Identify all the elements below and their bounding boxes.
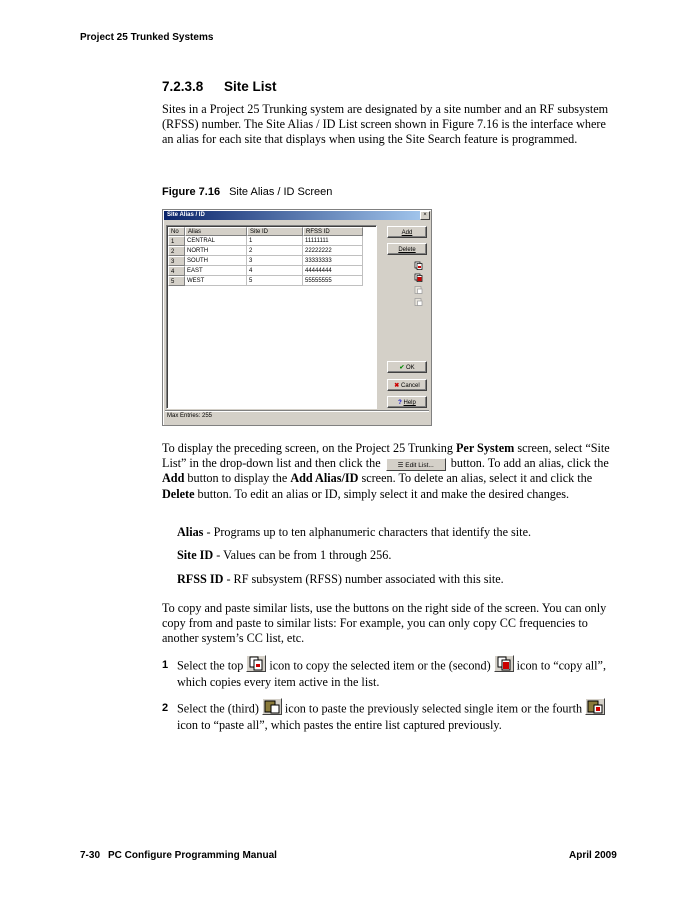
list-row[interactable]	[168, 256, 363, 266]
add-button-label: Add	[401, 230, 413, 236]
text-run: icon to “copy all”, which copies every item active in the list.	[177, 658, 607, 689]
figure-title: Site Alias / ID Screen	[229, 186, 333, 198]
paste-all-icon	[585, 698, 605, 715]
delete-button[interactable]	[387, 243, 427, 255]
site-alias-dialog	[162, 209, 432, 426]
term: Alias	[177, 525, 204, 539]
help-button[interactable]	[387, 396, 427, 408]
row-no: 1	[168, 236, 185, 246]
row-rfss-id: 44444444	[303, 266, 363, 276]
row-alias: CENTRAL	[185, 236, 247, 246]
row-site-id: 1	[247, 236, 303, 246]
text-run: icon to paste the previously selected single item or the fourth	[284, 701, 583, 716]
list-row[interactable]	[168, 236, 363, 246]
row-alias: EAST	[185, 266, 247, 276]
text-run: icon to copy the selected item or the (second)	[269, 658, 491, 673]
max-entries-label: Max Entries: 255	[167, 413, 213, 419]
definition-rfss-id	[177, 572, 504, 587]
copy-all-icon	[494, 655, 514, 672]
ok-button-label: OK	[406, 365, 415, 371]
step-text	[177, 701, 622, 733]
row-no: 5	[168, 276, 185, 286]
dialog-title: Site Alias / ID	[167, 212, 205, 218]
section-title: Site List	[224, 79, 277, 94]
list-row[interactable]	[168, 266, 363, 276]
instructions-paragraph	[162, 441, 617, 502]
row-rfss-id: 11111111	[303, 236, 363, 246]
text-run: Select the (third)	[177, 701, 259, 716]
text-run: screen. To delete an alias, select it and click the	[358, 471, 593, 486]
step-text	[177, 658, 622, 690]
term: RFSS ID	[177, 572, 224, 586]
copy-icon[interactable]	[414, 261, 423, 270]
row-rfss-id: 55555555	[303, 276, 363, 286]
ok-button[interactable]	[387, 361, 427, 373]
column-header-rfss-id[interactable]: RFSS ID	[303, 227, 363, 236]
text-run-bold: Delete	[162, 486, 195, 501]
page-number: 7-30	[80, 850, 101, 861]
help-button-label: Help	[403, 400, 416, 406]
row-rfss-id: 33333333	[303, 256, 363, 266]
row-no: 2	[168, 246, 185, 256]
row-alias: SOUTH	[185, 256, 247, 266]
list-header	[168, 227, 363, 236]
copy-paste-paragraph: To copy and paste similar lists, use the buttons on the right side of the screen. You can only copy from and paste to similar lists: For example, you can only copy CC frequencies to another system’s CC list, etc.	[162, 601, 607, 646]
row-site-id: 5	[247, 276, 303, 286]
figure-label: Figure 7.16	[162, 186, 221, 198]
list-row[interactable]	[168, 246, 363, 256]
dialog-titlebar	[164, 211, 430, 220]
section-number: 7.2.3.8	[162, 79, 204, 94]
manual-title: PC Configure Programming Manual	[108, 850, 277, 861]
cancel-button[interactable]	[387, 379, 427, 391]
row-site-id: 2	[247, 246, 303, 256]
status-divider	[165, 410, 429, 412]
row-alias: NORTH	[185, 246, 247, 256]
copy-all-icon[interactable]	[414, 273, 423, 282]
term: Site ID	[177, 548, 214, 562]
section-heading	[162, 79, 277, 94]
delete-button-label: Delete	[398, 247, 416, 253]
definition-site-id	[177, 548, 391, 563]
list-row[interactable]	[168, 276, 363, 286]
row-no: 3	[168, 256, 185, 266]
text-run: icon to “paste all”, which pastes the entire list captured previously.	[177, 718, 502, 732]
column-header-alias[interactable]: Alias	[185, 227, 247, 236]
text-run: button to display the	[184, 471, 291, 486]
text-run: Select the top	[177, 658, 244, 673]
figure-caption	[162, 186, 332, 198]
text-run-bold: Per System	[455, 441, 515, 455]
site-list-view[interactable]	[166, 225, 377, 409]
checkmark-icon: ✔	[399, 365, 405, 371]
edit-list-label: Edit List...	[405, 461, 434, 469]
row-site-id: 4	[247, 266, 303, 276]
text-run: button. To edit an alias or ID, simply select it and make the desired changes.	[194, 486, 570, 501]
close-button[interactable]: ×	[420, 211, 430, 220]
column-header-site-id[interactable]: Site ID	[247, 227, 303, 236]
step-number: 1	[162, 659, 169, 671]
definition: - Programs up to ten alphanumeric characters that identify the site.	[203, 525, 532, 539]
list-icon: ☰	[397, 461, 406, 469]
text-run: screen, select “Site List” in the drop-down list and then click the	[162, 441, 610, 471]
paste-icon	[262, 698, 282, 715]
definition: - RF subsystem (RFSS) number associated with this site.	[223, 572, 504, 586]
paste-icon[interactable]	[414, 285, 423, 294]
edit-list-button[interactable]	[386, 458, 446, 471]
row-alias: WEST	[185, 276, 247, 286]
column-header-no[interactable]: No	[168, 227, 185, 236]
footer-left	[80, 850, 277, 861]
intro-paragraph: Sites in a Project 25 Trunking system are designated by a site number and an RF subsystem (RFSS) number. The Site Alias / ID List screen shown in Figure 7.16 is the interface where an alias for each site that displays when using the Site Search feature is programmed.	[162, 102, 609, 147]
row-site-id: 3	[247, 256, 303, 266]
footer-date: April 2009	[569, 850, 617, 861]
text-run-bold: Add	[162, 471, 185, 486]
text-run: To display the preceding screen, on the Project 25 Trunking	[162, 441, 456, 455]
x-icon: ✖	[394, 383, 400, 389]
text-run-bold: Add Alias/ID	[290, 471, 359, 486]
add-button[interactable]	[387, 226, 427, 238]
text-run: button. To add an alias, click the	[447, 456, 609, 471]
paste-all-icon[interactable]	[414, 297, 423, 306]
row-rfss-id: 22222222	[303, 246, 363, 256]
copy-icon	[246, 655, 266, 672]
question-icon: ?	[398, 400, 402, 406]
definition: - Values can be from 1 through 256.	[213, 548, 392, 562]
step-number: 2	[162, 702, 169, 714]
definition-alias	[177, 525, 531, 540]
running-header: Project 25 Trunked Systems	[80, 32, 214, 43]
row-no: 4	[168, 266, 185, 276]
cancel-button-label: Cancel	[401, 383, 420, 389]
